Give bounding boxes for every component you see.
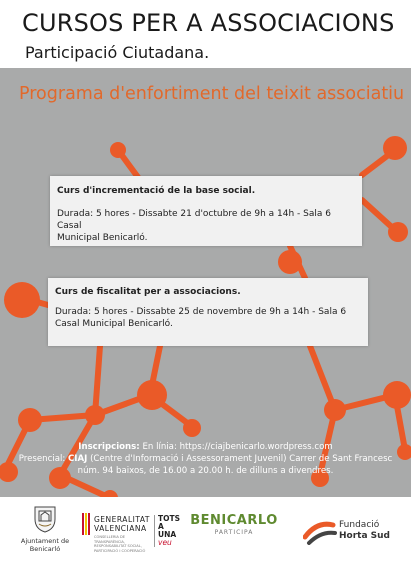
fundacio-name bbox=[339, 520, 390, 542]
presencial-label: Presencial: bbox=[18, 454, 68, 464]
ciaj-label: CIAJ bbox=[67, 454, 88, 464]
course-card bbox=[50, 176, 362, 246]
course-details-line: Municipal Benicarló. bbox=[57, 233, 148, 243]
fundacio-line: Horta Sud bbox=[339, 531, 390, 541]
registration-info bbox=[0, 441, 411, 477]
generalitat-name bbox=[94, 515, 150, 533]
tots-line: TOTS bbox=[158, 514, 181, 523]
gva-line: VALENCIANA bbox=[94, 524, 147, 533]
presencial-text: (Centre d'Informació i Assessorament Juvenil) Carrer de Sant Francesc bbox=[87, 454, 393, 464]
fundacio-line: Fundació bbox=[339, 520, 380, 530]
conselleria-name: CONSELLERIA DE TRANSPARÈNCIA, RESPONSABILITAT SOCIAL, PARTICIPACIÓ I COOPERACIÓ bbox=[94, 535, 146, 553]
registration-address: núm. 94 baixos, de 16.00 a 20.00 h. de dilluns a divendres. bbox=[77, 466, 334, 476]
benicarlo-participa-logo bbox=[188, 513, 280, 536]
participa-label: PARTICIPA bbox=[214, 529, 254, 536]
city-shield-icon bbox=[33, 505, 57, 533]
registration-label: Inscripcions: bbox=[78, 442, 140, 452]
tots-veu: veu bbox=[158, 538, 172, 547]
generalitat-emblem-icon bbox=[82, 513, 92, 535]
fundacio-emblem-icon bbox=[303, 519, 339, 545]
registration-online: En línia: https://ciajbenicarlo.wordpress.com bbox=[139, 442, 333, 452]
course-title: Curs d'incrementació de la base social. bbox=[57, 186, 256, 196]
registration-presencial-line bbox=[0, 453, 411, 465]
course-details bbox=[57, 208, 354, 244]
program-title: Programa d'enfortiment del teixit associatiu bbox=[19, 84, 405, 104]
gva-line: GENERALITAT bbox=[94, 515, 150, 524]
course-card bbox=[48, 278, 368, 346]
course-title: Curs de fiscalitat per a associacions. bbox=[55, 287, 241, 297]
course-details-line: Durada: 5 hores - Dissabte 21 d'octubre de 9h a 14h - Sala 6 Casal bbox=[57, 209, 331, 231]
ajuntament-name: Ajuntament de Benicarló bbox=[20, 537, 70, 553]
ajuntament-logo bbox=[20, 505, 70, 553]
page-subtitle: Participació Ciutadana. bbox=[25, 43, 210, 62]
page-title: CURSOS PER A ASSOCIACIONS bbox=[22, 9, 395, 37]
sponsor-footer bbox=[0, 497, 411, 581]
benicarlo-wordmark: BENICARLO bbox=[190, 513, 278, 528]
course-details-line: Durada: 5 hores - Dissabte 25 de novembre de 9h a 14h - Sala 6 bbox=[55, 307, 347, 317]
tots-line: A UNA bbox=[158, 522, 177, 539]
course-details bbox=[55, 306, 360, 330]
tots-a-una-veu bbox=[154, 515, 180, 547]
course-details-line: Casal Municipal Benicarló. bbox=[55, 319, 173, 329]
registration-online-line bbox=[0, 441, 411, 453]
